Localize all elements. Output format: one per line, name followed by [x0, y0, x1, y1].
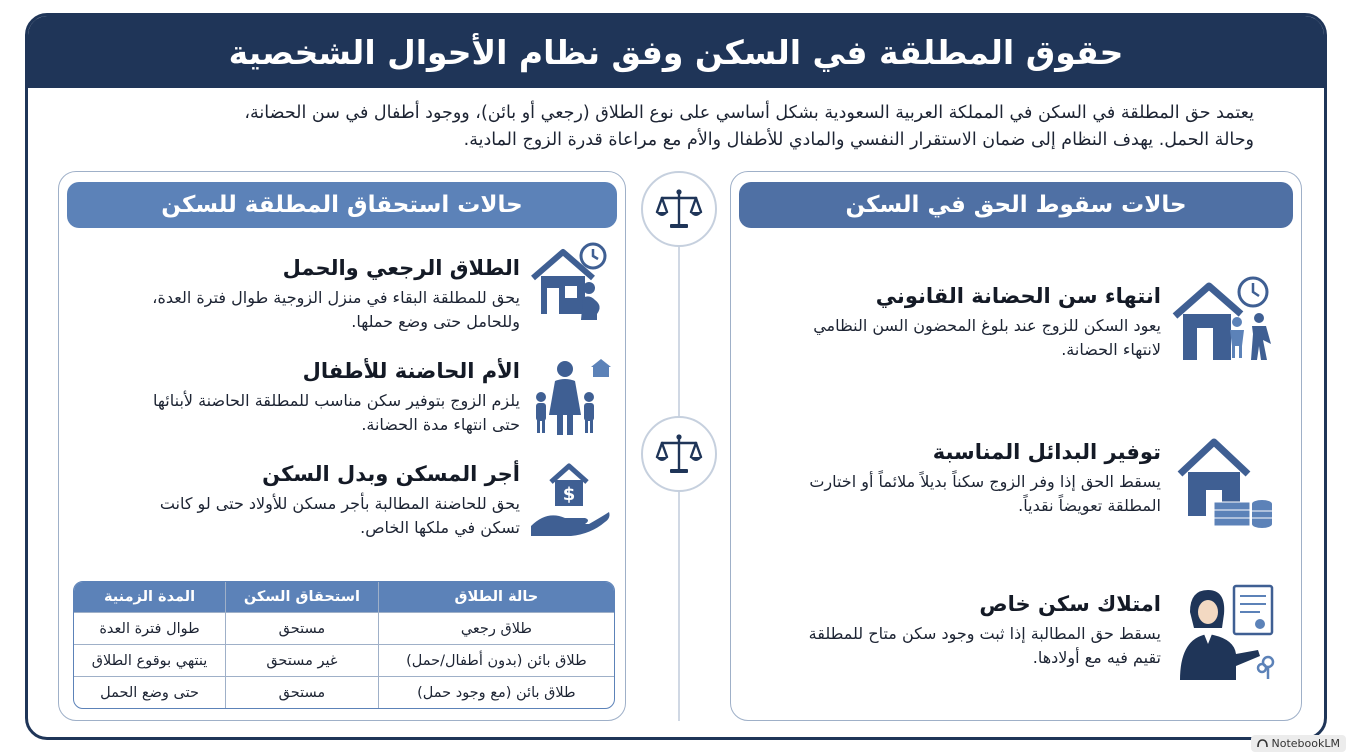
divorce-comparison-table	[73, 581, 615, 709]
item-text: يحق للمطلقة البقاء في منزل الزوجية طوال فترة العدة، وللحامل حتى وضع حملها.	[152, 288, 520, 331]
page-title: حقوق المطلقة في السكن وفق نظام الأحوال الشخصية	[28, 16, 1324, 88]
list-item	[80, 256, 520, 334]
item-title: امتلاك سكن خاص	[979, 592, 1161, 616]
hand-house-dollar-icon	[527, 460, 611, 546]
table-cell: ينتهي بوقوع الطلاق	[74, 644, 226, 676]
eligibility-heading: حالات استحقاق المطلقة للسكن	[67, 182, 617, 228]
column-header: استحقاق السكن	[226, 582, 379, 612]
list-item	[741, 284, 1161, 362]
column-header: حالة الطلاق	[379, 582, 614, 612]
table-cell: حتى وضع الحمل	[74, 676, 226, 708]
house-clock-pregnant-icon	[529, 240, 611, 326]
item-text: يلزم الزوج بتوفير سكن مناسب للمطلقة الحاضنة لأبنائها حتى انتهاء مدة الحضانة.	[153, 391, 520, 434]
list-item	[80, 359, 520, 437]
table-cell: طلاق بائن (بدون أطفال/حمل)	[379, 644, 614, 676]
item-text: يسقط حق المطالبة إذا ثبت وجود سكن متاح للمطلقة تقيم فيه مع أولادها.	[808, 624, 1161, 667]
item-text: يعود السكن للزوج عند بلوغ المحضون السن النظامي لانتهاء الحضانة.	[813, 316, 1161, 359]
house-clock-family-icon	[1171, 274, 1275, 368]
item-title: توفير البدائل المناسبة	[932, 440, 1161, 464]
item-title: أجر المسكن وبدل السكن	[262, 462, 520, 486]
infographic-frame	[25, 13, 1327, 740]
house-money-icon	[1176, 434, 1276, 534]
item-title: الطلاق الرجعي والحمل	[282, 256, 520, 280]
intro-line-2: وحالة الحمل. يهدف النظام إلى ضمان الاستقرار النفسي والمادي للأطفال والأم مع مراعاة قدرة الزوج المادية.	[463, 130, 1254, 150]
notebooklm-logo-icon	[1257, 739, 1268, 748]
list-item	[80, 462, 520, 540]
brand-label: NotebookLM	[1271, 737, 1340, 750]
notebooklm-badge	[1251, 735, 1346, 752]
item-title: الأم الحاضنة للأطفال	[302, 359, 520, 383]
list-item	[741, 592, 1161, 670]
table-cell: غير مستحق	[226, 644, 379, 676]
scale-icon	[641, 171, 717, 247]
scale-icon	[641, 416, 717, 492]
item-text: يحق للحاضنة المطالبة بأجر مسكن للأولاد حتى لو كانت تسكن في ملكها الخاص.	[159, 494, 520, 537]
svg-text:$: $	[562, 484, 576, 505]
table-cell: طلاق بائن (مع وجود حمل)	[379, 676, 614, 708]
table-row	[74, 644, 614, 676]
item-title: انتهاء سن الحضانة القانوني	[875, 284, 1161, 308]
table-cell: طوال فترة العدة	[74, 612, 226, 644]
item-text: يسقط الحق إذا وفر الزوج سكناً بديلاً ملائماً أو اختارت المطلقة تعويضاً نقدياً.	[809, 472, 1161, 515]
column-header: المدة الزمنية	[74, 582, 226, 612]
table-cell: طلاق رجعي	[379, 612, 614, 644]
table-row	[74, 612, 614, 644]
table-cell: مستحق	[226, 676, 379, 708]
revocation-heading: حالات سقوط الحق في السكن	[739, 182, 1293, 228]
woman-deed-keys-icon	[1176, 584, 1280, 684]
list-item	[741, 440, 1161, 518]
intro-paragraph	[84, 100, 1254, 154]
mother-children-icon	[529, 357, 611, 443]
table-row	[74, 676, 614, 708]
table-cell: مستحق	[226, 612, 379, 644]
intro-line-1: يعتمد حق المطلقة في السكن في المملكة العربية السعودية بشكل أساسي على نوع الطلاق (رجعي أو بائن)، ووجود أطفال في سن الحضانة،	[244, 103, 1254, 123]
revocation-panel	[730, 171, 1302, 721]
